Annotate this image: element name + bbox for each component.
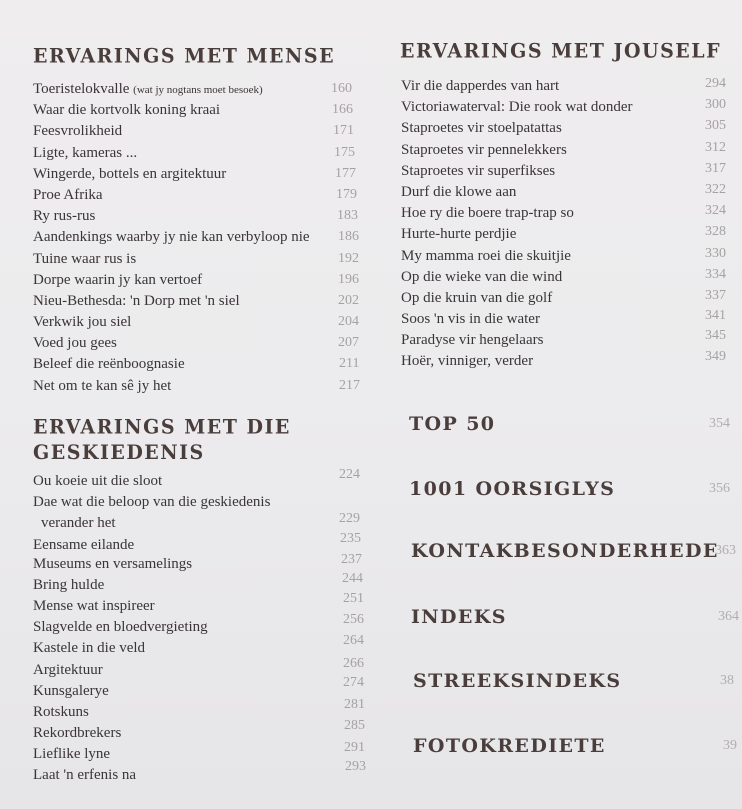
toc-extra-page: 354	[709, 416, 730, 431]
toc-entry[interactable]	[401, 76, 742, 97]
toc-extra-page: 38	[720, 673, 734, 688]
toc-entry-page: 224	[339, 467, 360, 482]
toc-entry-title: Ry rus-rus	[33, 208, 96, 225]
toc-entry-page: 175	[334, 144, 355, 160]
toc-entry[interactable]	[401, 203, 742, 224]
toc-entry-page: 192	[338, 250, 359, 266]
toc-entry-title: Eensame eilande	[33, 536, 135, 553]
toc-entry[interactable]	[33, 100, 363, 121]
toc-entry[interactable]	[33, 718, 373, 744]
toc-entry-page: 217	[339, 377, 360, 393]
toc-entry-page: 312	[705, 139, 726, 155]
toc-entry-page: 305	[705, 118, 726, 134]
toc-extra-title: 1001 OORSIGLYS	[409, 478, 616, 500]
toc-entry-page: 251	[343, 590, 364, 606]
toc-extra-page: 364	[718, 609, 739, 624]
toc-entry-page: 235	[340, 530, 361, 546]
toc-entry-title: Op die kruin van die golf	[401, 289, 553, 306]
toc-entry-title: Verkwik jou siel	[33, 314, 132, 331]
toc-entry[interactable]	[401, 97, 742, 118]
toc-entry-title: Museums en versamelings	[33, 555, 193, 572]
toc-entry-title: Kunsgalerye	[33, 682, 109, 699]
toc-extra-page: 39	[723, 738, 737, 753]
toc-entry-page: 179	[336, 186, 357, 202]
toc-entry[interactable]	[401, 267, 742, 288]
toc-entry[interactable]	[33, 655, 373, 681]
section-title-line: GESKIEDENIS	[33, 441, 205, 465]
toc-list-mense	[33, 79, 363, 397]
toc-entry-title: Victoriawaterval: Die rook wat donder	[401, 99, 633, 116]
toc-entry-title: Net om te kan sê jy het	[33, 377, 172, 394]
toc-entry-page: 274	[343, 674, 364, 690]
toc-extra-title: STREEKSINDEKS	[413, 670, 622, 692]
toc-entry-page: 294	[705, 76, 726, 91]
toc-entry-title: Slagvelde en bloedvergieting	[33, 619, 208, 636]
toc-entry-title: Staproetes vir superfikses	[401, 162, 556, 179]
toc-entry-title: Paradyse vir hengelaars	[401, 332, 544, 349]
toc-entry[interactable]	[33, 530, 373, 554]
toc-entry-page: 202	[338, 292, 359, 308]
toc-entry-page: 196	[338, 271, 359, 287]
toc-entry-title: Hoe ry die boere trap-trap so	[401, 205, 574, 222]
toc-entry-title: Argitektuur	[33, 661, 103, 678]
toc-entry-title: Tuine waar rus is	[33, 250, 137, 267]
toc-entry-title: Proe Afrika	[33, 186, 103, 203]
toc-entry-page: 264	[343, 633, 364, 649]
toc-entry[interactable]	[401, 182, 742, 203]
toc-entry[interactable]	[33, 185, 363, 206]
toc-entry[interactable]	[401, 224, 742, 245]
toc-entry-page: 349	[705, 349, 726, 365]
toc-extra-page: 363	[715, 543, 736, 558]
toc-entry[interactable]	[33, 633, 373, 659]
toc-entry-page: 256	[343, 612, 364, 628]
toc-entry-page: 293	[345, 759, 366, 775]
toc-extra-title: FOTOKREDIETE	[413, 735, 606, 757]
toc-entry[interactable]	[33, 291, 363, 312]
toc-entry-page: 160	[331, 81, 352, 96]
toc-entry[interactable]	[33, 249, 363, 270]
toc-entry-page: 177	[335, 165, 356, 181]
toc-entry-page: 204	[338, 314, 359, 330]
toc-entry-page: 229	[339, 511, 360, 527]
toc-entry-title: Dorpe waarin jy kan vertoef	[33, 271, 203, 288]
toc-entry-title: verander het	[41, 515, 116, 532]
toc-entry[interactable]	[401, 140, 742, 161]
toc-entry-page: 330	[705, 245, 726, 261]
toc-entry-title: Beleef die reënboognasie	[33, 356, 185, 373]
section-title-geskiedenis	[33, 415, 291, 465]
toc-entry[interactable]	[401, 330, 742, 351]
toc-extra-title: KONTAKBESONDERHEDE	[411, 540, 719, 562]
toc-extra-title: TOP 50	[409, 413, 496, 435]
toc-entry[interactable]	[33, 312, 363, 333]
toc-entry-page: 166	[332, 102, 353, 118]
toc-entry-page: 183	[337, 208, 358, 224]
toc-entry-title: Mense wat inspireer	[33, 597, 155, 614]
toc-entry-page: 237	[341, 551, 362, 567]
toc-entry-page: 337	[705, 287, 726, 303]
toc-entry-title: Waar die kortvolk koning kraai	[33, 102, 221, 119]
toc-entry[interactable]	[33, 612, 373, 638]
section-title-jouself: ERVARINGS MET JOUSELF	[400, 39, 722, 63]
toc-entry-page: 322	[705, 181, 726, 197]
toc-entry[interactable]	[401, 118, 742, 139]
toc-entry-page: 291	[344, 740, 365, 756]
toc-extra-top-50[interactable]	[409, 411, 742, 437]
toc-entry[interactable]	[401, 161, 742, 182]
toc-entry-title: Rekordbrekers	[33, 725, 122, 742]
toc-extra-streeksindeks[interactable]	[413, 668, 742, 694]
toc-entry-page: 345	[705, 328, 726, 344]
toc-entry-title: Staproetes vir stoelpatattas	[401, 120, 562, 137]
toc-entry-title: Aandenkings waarby jy nie kan verbyloop nie	[33, 229, 310, 246]
toc-entry-page: 317	[705, 160, 726, 176]
toc-entry[interactable]	[33, 354, 363, 375]
toc-entry-title: Feesvrolikheid	[33, 123, 123, 140]
toc-entry[interactable]	[33, 696, 373, 723]
toc-entry[interactable]	[33, 270, 363, 291]
toc-entry-page: 328	[705, 224, 726, 240]
toc-entry-title: Hoër, vinniger, verder	[401, 353, 534, 370]
toc-entry-title: Ou koeie uit die sloot	[33, 473, 163, 489]
toc-entry-title: Rotskuns	[33, 703, 89, 720]
toc-entry-page: 171	[333, 123, 354, 139]
toc-entry-page: 186	[338, 229, 359, 245]
toc-entry[interactable]	[33, 759, 373, 786]
toc-entry[interactable]	[33, 121, 363, 142]
toc-entry-title: Staproetes vir pennelekkers	[401, 141, 567, 158]
toc-entry[interactable]	[33, 467, 373, 492]
toc-entry[interactable]	[33, 206, 363, 227]
toc-entry-title: Ligte, kameras ...	[33, 144, 138, 161]
toc-entry[interactable]	[33, 227, 363, 248]
toc-entry-title: My mamma roei die skuitjie	[401, 247, 571, 264]
toc-entry-title: Hurte-hurte perdjie	[401, 226, 517, 243]
toc-entry-page: 207	[338, 335, 359, 351]
toc-extra-indeks[interactable]	[411, 604, 742, 630]
toc-entry[interactable]	[33, 513, 373, 534]
toc-entry-page: 244	[342, 570, 363, 586]
toc-entry[interactable]	[33, 79, 363, 100]
toc-entry[interactable]	[401, 351, 742, 372]
toc-entry[interactable]	[33, 674, 373, 702]
toc-entry-page: 211	[339, 356, 360, 372]
toc-entry-page: 300	[705, 97, 726, 113]
toc-entry-title: Soos 'n vis in die water	[401, 311, 540, 328]
section-title-mense: ERVARINGS MET MENSE	[33, 44, 336, 68]
toc-extra-page: 356	[709, 481, 730, 496]
toc-entry[interactable]	[33, 590, 373, 617]
toc-entry[interactable]	[33, 570, 373, 596]
toc-entry-page: 281	[344, 696, 365, 712]
toc-entry-title: Durf die klowe aan	[401, 183, 517, 200]
toc-entry-title: Voed jou gees	[33, 335, 117, 352]
toc-entry[interactable]	[33, 143, 363, 164]
toc-entry[interactable]	[33, 333, 363, 354]
toc-extra-kontakbesonderhede[interactable]	[411, 538, 742, 564]
toc-entry[interactable]	[401, 309, 742, 330]
toc-entry[interactable]	[33, 492, 373, 513]
toc-entry-title: Kastele in die veld	[33, 640, 146, 657]
toc-entry[interactable]	[401, 288, 742, 309]
toc-entry[interactable]	[401, 246, 742, 267]
toc-entry-title: Op die wieke van die wind	[401, 268, 563, 285]
toc-entry-title: Laat 'n erfenis na	[33, 767, 137, 784]
toc-entry[interactable]	[33, 740, 373, 765]
toc-entry-title: Lieflike lyne	[33, 746, 111, 763]
toc-entry-title: Dae wat die beloop van die geskiedenis	[33, 494, 271, 511]
toc-entry-page: 324	[705, 203, 726, 219]
toc-extra-oorsiglys[interactable]	[409, 476, 742, 502]
toc-entry-title: Vir die dapperdes van hart	[401, 78, 560, 94]
toc-entry-page: 266	[343, 655, 364, 671]
toc-entry[interactable]	[33, 551, 373, 575]
toc-extra-title: INDEKS	[411, 606, 507, 628]
toc-list-geskiedenis	[33, 467, 373, 787]
toc-entry-title: Nieu-Bethesda: 'n Dorp met 'n siel	[33, 292, 240, 309]
toc-list-jouself	[401, 76, 742, 373]
toc-entry-title: Bring hulde	[33, 576, 105, 593]
toc-entry-title: Wingerde, bottels en argitektuur	[33, 165, 227, 182]
section-title-line: ERVARINGS MET DIE	[33, 415, 291, 439]
toc-entry[interactable]	[33, 376, 363, 397]
toc-entry-title: Toeristelokvalle (wat jy nogtans moet besoek)	[33, 81, 263, 97]
toc-entry-page: 341	[705, 308, 726, 324]
toc-entry-page: 334	[705, 266, 726, 282]
toc-entry[interactable]	[33, 164, 363, 185]
toc-extra-fotokrediete[interactable]	[413, 733, 742, 759]
toc-entry-page: 285	[344, 718, 365, 734]
